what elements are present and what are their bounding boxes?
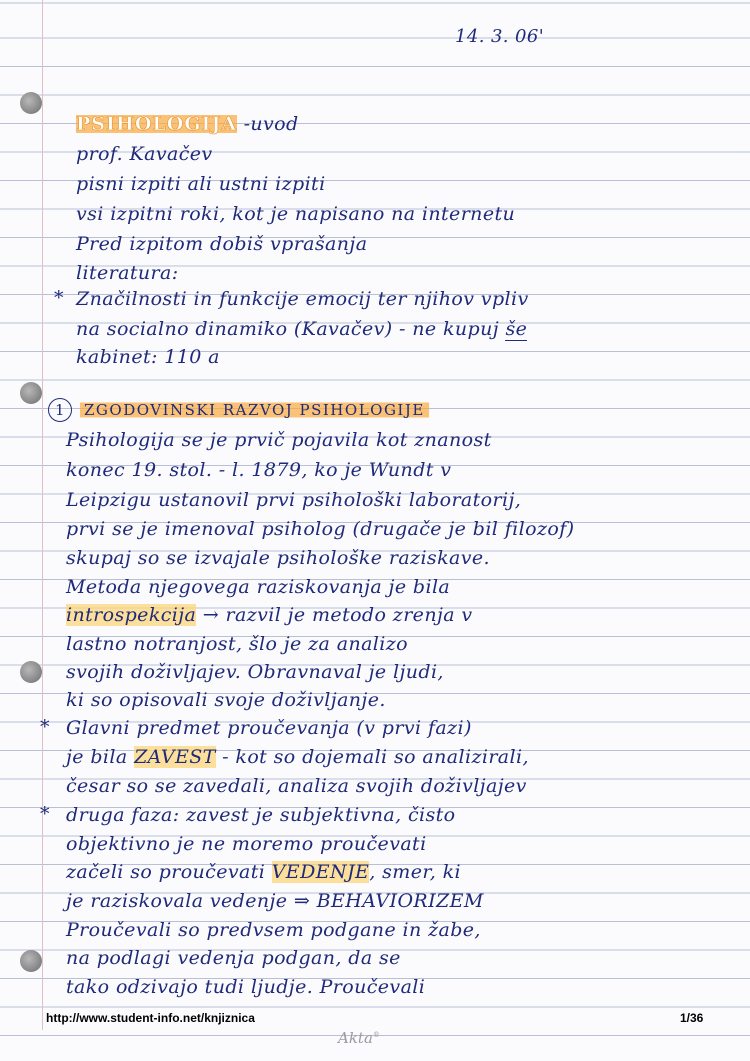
punch-hole [20,950,42,972]
body-line: introspekcija → razvil je metodo zrenja v [66,604,473,626]
page-number: 1/36 [680,1011,704,1025]
body-line: Psihologija se je prvič pojavila kot znanost [66,429,492,451]
body-line: prvi se je imenoval psiholog (drugače je bil filozof) [66,518,575,540]
body-line: druga faza: zavest je subjektivna, čisto [66,804,456,826]
body-line: Metoda njegovega raziskovanja je bila [66,576,451,598]
body-line: konec 19. stol. - l. 1879, ko je Wundt v [66,459,452,481]
underlined-word: še [505,318,528,340]
body-line: skupaj so se izvajale psihološke raziskave. [66,547,490,569]
footer-url-link[interactable]: http://www.student-info.net/knjiznica [46,1011,255,1025]
body-line: Leipzigu ustanovil prvi psihološki laboratorij, [66,489,522,511]
body-line: česar so se zavedali, analiza svojih doživljajev [66,775,527,797]
body-line: lastno notranjost, šlo je za analizo [66,633,409,655]
section-number: 1 [48,398,72,422]
body-line: objektivno je ne moremo proučevati [66,833,427,855]
body-line: Glavni predmet proučevanja (v prvi fazi) [66,717,472,739]
section-title: ZGODOVINSKI RAZVOJ PSIHOLOGIJE [80,401,429,419]
highlighted-term: ZAVEST [134,746,216,768]
title-suffix: -uvod [237,113,299,135]
body-line: začeli so proučevati VEDENJE, smer, ki [66,861,462,883]
intro-line: Pred izpitom dobiš vprašanja [76,233,368,255]
section-heading [48,398,429,422]
intro-line: prof. Kavačev [76,143,213,165]
body-line: je raziskovala vedenje ⇒ BEHAVIORIZEM [66,890,484,912]
intro-line: Značilnosti in funkcije emocij ter njihov vpliv [76,288,529,310]
body-line: je bila ZAVEST - kot so dojemali so analizirali, [66,746,529,768]
punch-hole [20,382,42,404]
brand-logo [338,1029,380,1047]
title-word: PSIHOLOGIJA [76,113,238,135]
bullet-star: * [40,803,50,825]
highlighted-term: introspekcija [66,604,197,626]
bullet-star: * [54,287,64,309]
punch-hole [20,661,42,683]
intro-line: kabinet: 110 a [76,346,220,368]
intro-line-text: na socialno dinamiko (Kavačev) - ne kupuj še [76,318,528,340]
intro-line [76,318,527,340]
intro-line: vsi izpitni roki, kot je napisano na internetu [76,203,516,225]
bullet-star: * [40,716,50,738]
date: 14. 3. 06' [455,26,545,47]
body-line: tako odzivajo tudi ljudje. Proučevali [66,976,426,998]
body-line: ki so opisovali svoje doživljanje. [66,689,386,711]
intro-line: literatura: [76,262,179,284]
highlighted-term: VEDENJE [271,861,370,883]
body-line: Proučevali so predvsem podgane in žabe, [66,919,481,941]
body-line: na podlagi vedenja podgan, da se [66,947,401,969]
page-title [76,113,299,135]
body-line: svojih doživljajev. Obravnaval je ljudi, [66,661,444,683]
brand-name: Akta [338,1029,373,1047]
margin-line [42,0,43,1030]
registered-mark-icon: ® [372,1031,380,1039]
intro-line: pisni izpiti ali ustni izpiti [76,173,326,195]
punch-hole [20,92,42,114]
